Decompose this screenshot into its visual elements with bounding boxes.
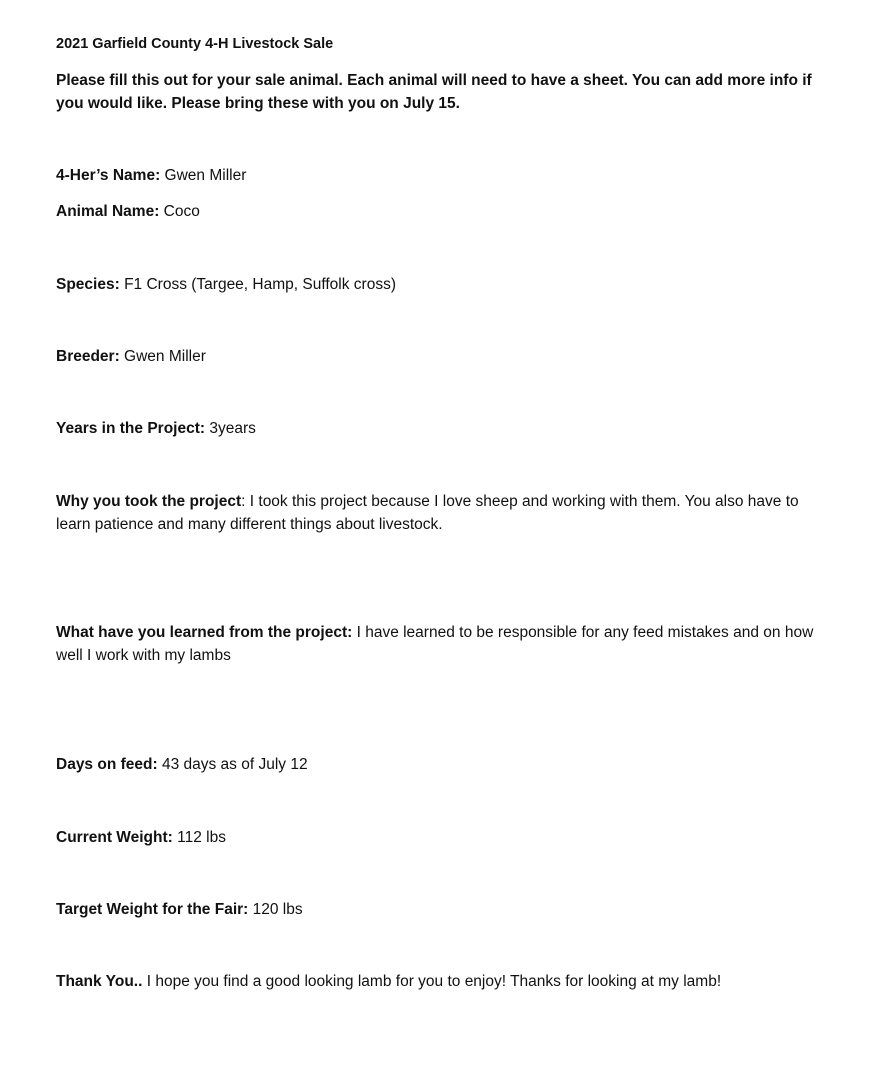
field-target-weight [56,898,816,921]
field-label: Breeder: [56,348,120,365]
field-breeder [56,345,816,368]
field-value: I hope you find a good looking lamb for you to enjoy! Thanks for looking at my lamb! [142,973,722,990]
field-thank-you [56,970,816,993]
field-value: 3years [205,420,256,437]
field-label: Current Weight: [56,829,173,846]
field-label: Species: [56,276,120,293]
field-species [56,273,816,296]
field-value: 120 lbs [248,901,303,918]
field-label: Why you took the project [56,493,242,510]
field-value: Gwen Miller [119,348,206,365]
document-title: 2021 Garfield County 4-H Livestock Sale [56,36,334,52]
field-why-project [56,490,816,536]
field-value: : I took this project because I love sheep and working with them. You also have to learn patience and many different things about livestock. [56,493,799,533]
field-label: What have you learned from the project: [56,624,353,641]
field-value: 112 lbs [172,829,226,846]
field-label: 4-Her’s Name: [56,167,161,184]
field-value: Gwen Miller [160,167,247,184]
field-current-weight [56,826,816,849]
field-value: I have learned to be responsible for any feed mistakes and on how well I work with my lambs [56,624,814,664]
field-years-in-project [56,417,816,440]
field-value: Coco [159,203,200,220]
instructions-text: Please fill this out for your sale animal. Each animal will need to have a sheet. You can add more info if you would like. Please bring these with you on July 15. [56,72,812,112]
field-label: Thank You.. [56,973,143,990]
field-label: Target Weight for the Fair: [56,901,249,918]
field-learned [56,621,816,667]
field-days-on-feed [56,753,816,776]
field-value: F1 Cross (Targee, Hamp, Suffolk cross) [119,276,396,293]
field-4her-name [56,164,816,187]
field-label: Years in the Project: [56,420,206,437]
field-label: Animal Name: [56,203,160,220]
field-value: 43 days as of July 12 [157,756,308,773]
field-label: Days on feed: [56,756,158,773]
field-animal-name [56,200,816,223]
